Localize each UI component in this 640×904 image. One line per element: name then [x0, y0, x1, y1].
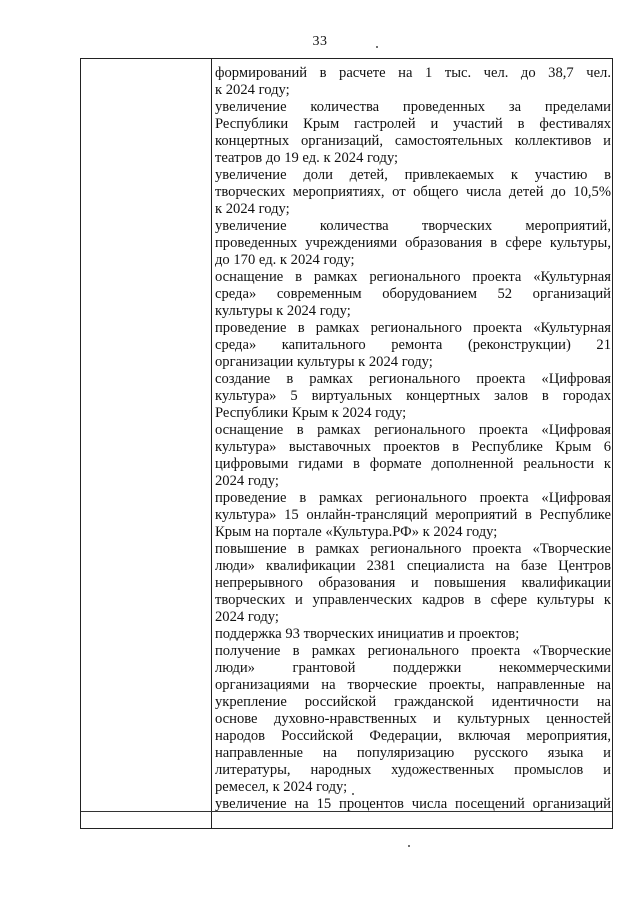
table	[80, 58, 613, 829]
scan-speck	[352, 793, 354, 795]
text-line: люди» грантовой поддержки некоммерческими	[215, 660, 611, 676]
text-line: повышение в рамках регионального проекта «Творческие	[215, 541, 611, 557]
text-line: люди» квалификации 2381 специалиста на базе Центров	[215, 558, 611, 574]
text-line: проведение в рамках регионального проекта «Цифровая	[215, 490, 611, 506]
text-line: увеличение количества проведенных за пределами	[215, 99, 611, 115]
text-line: культура» выставочных проектов в Республике Крым 6	[215, 439, 611, 455]
column-divider	[211, 59, 212, 828]
text-line: концертных организаций, самостоятельных коллективов и	[215, 133, 611, 149]
text-line: увеличение доли детей, привлекаемых к участию в	[215, 167, 611, 183]
text-line: творческих мероприятиях, от общего числа детей до 10,5%	[215, 184, 611, 200]
text-line: получение в рамках регионального проекта «Творческие	[215, 643, 611, 659]
text-line: оснащение в рамках регионального проекта «Цифровая	[215, 422, 611, 438]
text-line: 2024 году;	[215, 609, 279, 625]
text-line: культура» 15 онлайн-трансляций мероприятий в Республике	[215, 507, 611, 523]
text-line: к 2024 году;	[215, 82, 290, 98]
text-line: создание в рамках регионального проекта «Цифровая	[215, 371, 611, 387]
text-line: театров до 19 ед. к 2024 году;	[215, 150, 399, 166]
text-line: организации культуры к 2024 году;	[215, 354, 433, 370]
text-line: непрерывного образования и повышения квалификации	[215, 575, 611, 591]
text-line: проведение в рамках регионального проекта «Культурная	[215, 320, 611, 336]
text-line: Республики Крым гастролей и участий в фестивалях	[215, 116, 611, 132]
text-line: организациями на творческие проекты, направленные на	[215, 677, 611, 693]
indicators-cell	[215, 65, 611, 813]
text-line: культура» 5 виртуальных концертных залов в городах	[215, 388, 611, 404]
text-line: цифровыми гидами в формате дополненной реальности к	[215, 456, 611, 472]
text-line: ремесел, к 2024 году;	[215, 779, 348, 795]
text-line: направленные на популяризацию русского языка и	[215, 745, 611, 761]
text-line: среда» капитального ремонта (реконструкции) 21	[215, 337, 611, 353]
text-line: формирований в расчете на 1 тыс. чел. до 38,7 чел.	[215, 65, 611, 81]
text-line: увеличение количества творческих мероприятий,	[215, 218, 611, 234]
text-line: оснащение в рамках регионального проекта «Культурная	[215, 269, 611, 285]
text-line: Республики Крым к 2024 году;	[215, 405, 407, 421]
text-line: до 170 ед. к 2024 году;	[215, 252, 355, 268]
text-line: творческих и управленческих кадров в сфере культуры к	[215, 592, 611, 608]
text-line: литературы, народных художественных промыслов и	[215, 762, 611, 778]
scan-speck	[408, 845, 410, 847]
scan-speck	[376, 46, 378, 48]
text-line: к 2024 году;	[215, 201, 290, 217]
text-line: культуры к 2024 году;	[215, 303, 351, 319]
text-line: поддержка 93 творческих инициатив и проектов;	[215, 626, 520, 642]
text-line: основе духовно-нравственных и культурных ценностей	[215, 711, 611, 727]
text-line: проведенных учреждениями образования в сфере культуры,	[215, 235, 611, 251]
text-line: народов Российской Федерации, включая мероприятия,	[215, 728, 611, 744]
text-line: Крым на портале «Культура.РФ» к 2024 году;	[215, 524, 498, 540]
text-line: увеличение на 15 процентов числа посещений организаций	[215, 796, 611, 812]
page-number: 33	[312, 34, 328, 49]
text-line: 2024 году;	[215, 473, 279, 489]
text-line: среда» современным оборудованием 52 организаций	[215, 286, 611, 302]
text-line: укрепление российской гражданской идентичности на	[215, 694, 611, 710]
